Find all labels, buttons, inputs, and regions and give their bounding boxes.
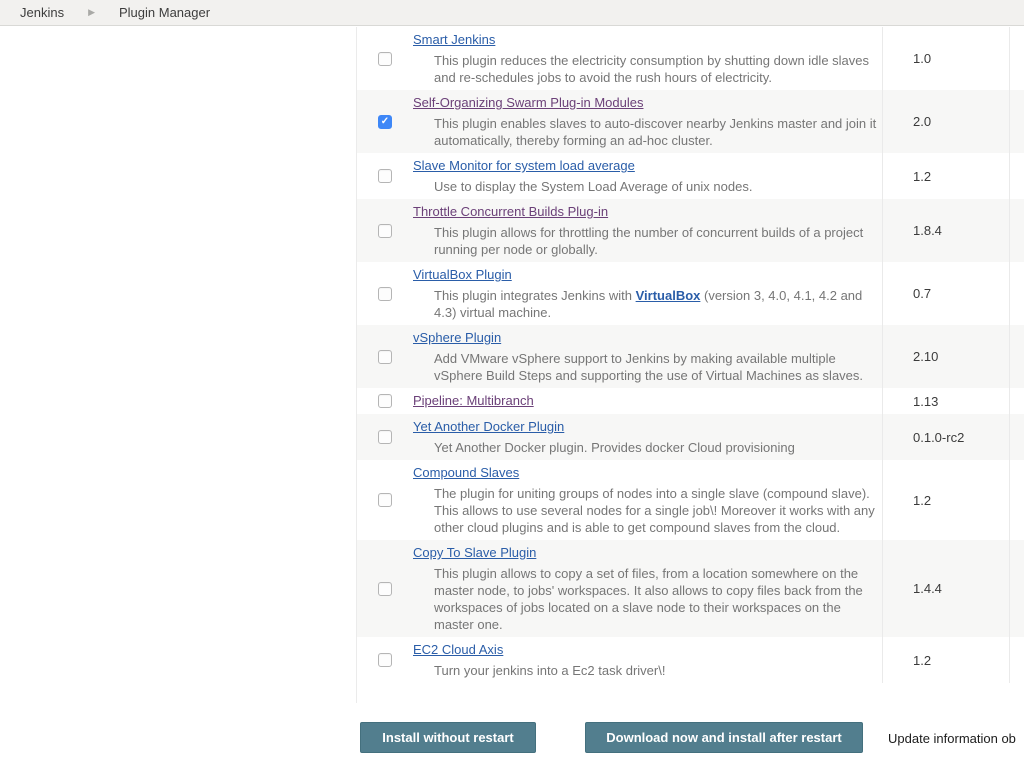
plugin-description <box>434 115 882 149</box>
description-text: (version 3, 4.0, 4.1, 4.2 and 4.3) virtual machine. <box>434 288 863 320</box>
update-information-text: Update information ob <box>888 731 1016 746</box>
plugin-installed-cell <box>1009 540 1024 637</box>
plugin-list <box>356 27 1024 703</box>
description-text: This plugin integrates Jenkins with <box>434 288 636 303</box>
plugin-checkbox[interactable] <box>378 582 392 596</box>
plugin-checkbox[interactable] <box>378 430 392 444</box>
plugin-checkbox-cell <box>357 637 413 683</box>
plugin-installed-cell <box>1009 414 1024 460</box>
plugin-checkbox-cell <box>357 414 413 460</box>
plugin-row <box>357 540 1024 637</box>
plugin-installed-cell <box>1009 262 1024 325</box>
description-text: Use to display the System Load Average of unix nodes. <box>434 179 753 194</box>
plugin-checkbox[interactable] <box>378 394 392 408</box>
plugin-row <box>357 27 1024 90</box>
plugin-description <box>434 439 882 456</box>
plugin-installed-cell <box>1009 90 1024 153</box>
plugin-row <box>357 388 1024 414</box>
plugin-installed-cell <box>1009 388 1024 414</box>
plugin-row <box>357 414 1024 460</box>
plugin-name-link[interactable]: Compound Slaves <box>413 465 520 480</box>
description-text: The plugin for uniting groups of nodes into a single slave (compound slave). This allows to use several nodes for a single job\! Moreover it works with any other cloud plugins and is able to get compound slaves from the cloud. <box>434 486 875 535</box>
plugin-version: 1.4.4 <box>882 540 1009 637</box>
plugin-checkbox[interactable] <box>378 169 392 183</box>
plugin-info-cell <box>413 414 882 460</box>
plugin-row <box>357 325 1024 388</box>
plugin-description <box>434 350 882 384</box>
plugin-description <box>434 178 882 195</box>
plugin-checkbox-cell <box>357 540 413 637</box>
plugin-checkbox-cell <box>357 388 413 414</box>
plugin-info-cell <box>413 637 882 683</box>
plugin-installed-cell <box>1009 637 1024 683</box>
plugin-installed-cell <box>1009 199 1024 262</box>
plugin-version: 2.0 <box>882 90 1009 153</box>
plugin-checkbox-cell <box>357 262 413 325</box>
plugin-installed-cell <box>1009 460 1024 540</box>
plugin-description <box>434 287 882 321</box>
plugin-checkbox-cell <box>357 460 413 540</box>
breadcrumb-jenkins[interactable]: Jenkins <box>20 5 65 20</box>
description-inline-link[interactable]: VirtualBox <box>635 288 701 303</box>
plugin-checkbox-checked[interactable]: ✓ <box>378 115 392 129</box>
description-text: This plugin enables slaves to auto-discover nearby Jenkins master and join it automatically, thereby forming an ad-hoc cluster. <box>434 116 877 148</box>
breadcrumb-arrow-icon: ▶ <box>88 7 95 17</box>
breadcrumb <box>0 0 1024 26</box>
plugin-info-cell <box>413 199 882 262</box>
plugin-checkbox[interactable] <box>378 52 392 66</box>
plugin-description <box>434 52 882 86</box>
plugin-name-link[interactable]: Yet Another Docker Plugin <box>413 419 565 434</box>
plugin-info-cell <box>413 27 882 90</box>
plugin-installed-cell <box>1009 325 1024 388</box>
plugin-description <box>434 485 882 536</box>
plugin-version: 0.1.0-rc2 <box>882 414 1009 460</box>
plugin-info-cell <box>413 262 882 325</box>
plugin-name-link[interactable]: vSphere Plugin <box>413 330 502 345</box>
plugin-info-cell <box>413 325 882 388</box>
plugin-row <box>357 199 1024 262</box>
plugin-row <box>357 637 1024 683</box>
plugin-version: 1.2 <box>882 460 1009 540</box>
plugin-name-link[interactable]: Copy To Slave Plugin <box>413 545 537 560</box>
description-text: Add VMware vSphere support to Jenkins by making available multiple vSphere Build Steps and supporting the use of Virtual Machines as slaves. <box>434 351 864 383</box>
plugin-checkbox-cell <box>357 90 413 153</box>
plugin-info-cell <box>413 388 882 414</box>
plugin-name-link[interactable]: Self-Organizing Swarm Plug-in Modules <box>413 95 644 110</box>
description-text: This plugin allows to copy a set of files, from a location somewhere on the master node, to jobs' workspaces. It also allows to copy files back from the workspaces of jobs located on a slave node to their workspaces on the master one. <box>434 566 863 632</box>
plugin-checkbox-cell <box>357 325 413 388</box>
plugin-version: 0.7 <box>882 262 1009 325</box>
plugin-row <box>357 262 1024 325</box>
plugin-name-link[interactable]: VirtualBox Plugin <box>413 267 512 282</box>
plugin-checkbox-cell <box>357 27 413 90</box>
plugin-checkbox[interactable] <box>378 350 392 364</box>
plugin-version: 1.2 <box>882 153 1009 199</box>
plugin-version: 1.13 <box>882 388 1009 414</box>
plugin-name-link[interactable]: Slave Monitor for system load average <box>413 158 635 173</box>
plugin-description <box>434 224 882 258</box>
plugin-name-link[interactable]: Smart Jenkins <box>413 32 496 47</box>
plugin-info-cell <box>413 90 882 153</box>
description-text: This plugin reduces the electricity consumption by shutting down idle slaves and re-schedules jobs to avoid the rush hours of electricity. <box>434 53 870 85</box>
plugin-row <box>357 153 1024 199</box>
plugin-checkbox[interactable] <box>378 224 392 238</box>
plugin-name-link[interactable]: EC2 Cloud Axis <box>413 642 504 657</box>
plugin-name-link[interactable]: Pipeline: Multibranch <box>413 393 534 408</box>
plugin-version: 1.2 <box>882 637 1009 683</box>
breadcrumb-plugin-manager[interactable]: Plugin Manager <box>119 5 211 20</box>
plugin-info-cell <box>413 460 882 540</box>
install-without-restart-button[interactable]: Install without restart <box>360 722 536 753</box>
plugin-checkbox[interactable] <box>378 653 392 667</box>
plugin-installed-cell <box>1009 27 1024 90</box>
plugin-description <box>434 565 882 633</box>
plugin-description <box>434 662 882 679</box>
download-and-install-button[interactable]: Download now and install after restart <box>585 722 863 753</box>
plugin-info-cell <box>413 540 882 637</box>
plugin-version: 2.10 <box>882 325 1009 388</box>
plugin-name-link[interactable]: Throttle Concurrent Builds Plug-in <box>413 204 609 219</box>
plugin-checkbox-cell <box>357 199 413 262</box>
plugin-row <box>357 90 1024 153</box>
plugin-installed-cell <box>1009 153 1024 199</box>
plugin-row <box>357 460 1024 540</box>
description-text: Yet Another Docker plugin. Provides docker Cloud provisioning <box>434 440 795 455</box>
plugin-version: 1.0 <box>882 27 1009 90</box>
plugin-checkbox[interactable] <box>378 287 392 301</box>
description-text: This plugin allows for throttling the number of concurrent builds of a project running per node or globally. <box>434 225 864 257</box>
description-text: Turn your jenkins into a Ec2 task driver\! <box>434 663 666 678</box>
plugin-checkbox[interactable] <box>378 493 392 507</box>
plugin-checkbox-cell <box>357 153 413 199</box>
plugin-info-cell <box>413 153 882 199</box>
plugin-version: 1.8.4 <box>882 199 1009 262</box>
